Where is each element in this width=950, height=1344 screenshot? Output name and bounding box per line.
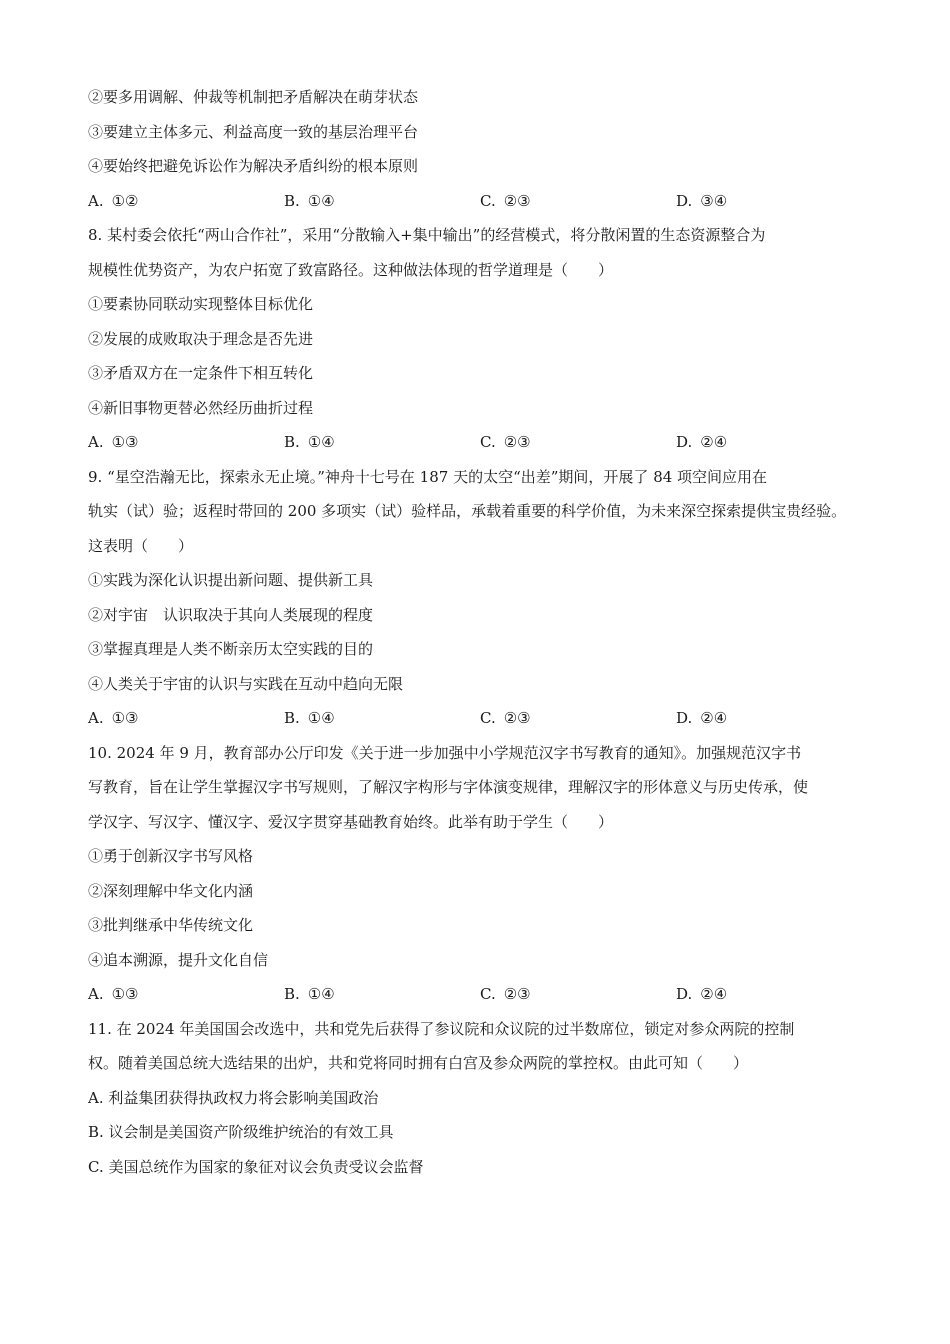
q9-option-3: ③掌握真理是人类不断亲历太空实践的目的	[88, 640, 374, 658]
q8-choice-c: C. ②③	[480, 433, 531, 451]
q7-option-4: ④要始终把避免诉讼作为解决矛盾纠纷的根本原则	[88, 157, 419, 175]
q9-answer-choices	[88, 701, 878, 736]
q9-stem-line3: 这表明（ ）	[88, 536, 194, 555]
q9-choice-b: B. ①④	[284, 709, 335, 727]
q7-choice-c: C. ②③	[480, 191, 531, 210]
q8-stem-line1: 8. 某村委会依托“两山合作社”，采用“分散输入+集中输出”的经营模式，将分散闲置的生态资源整合为	[88, 226, 766, 244]
q11-stem-line1: 11. 在 2024 年美国国会改选中，共和党先后获得了参议院和众议院的过半数席位，锁定对参众两院的控制	[88, 1019, 795, 1038]
q7-choice-b: B. ①④	[284, 191, 335, 210]
q9-stem-line2: 轨实（试）验；返程时带回的 200 多项实（试）验样品，承载着重要的科学价值，为未来深空探索提供宝贵经验。	[88, 502, 847, 520]
q9-option-4: ④人类关于宇宙的认识与实践在互动中趋向无限	[88, 674, 404, 693]
q8-option-1: ①要素协同联动实现整体目标优化	[88, 295, 314, 313]
q8-option-3: ③矛盾双方在一定条件下相互转化	[88, 364, 314, 382]
q8-choice-a: A. ①③	[88, 433, 139, 451]
q8-choice-b: B. ①④	[284, 433, 335, 451]
q11-option-c: C. 美国总统作为国家的象征对议会负责受议会监督	[88, 1157, 424, 1176]
q8-choice-d: D. ②④	[676, 433, 728, 451]
q10-stem-line3: 学汉字、写汉字、懂汉字、爱汉字贯穿基础教育始终。此举有助于学生（ ）	[88, 812, 614, 831]
q10-stem-line2: 写教育，旨在让学生掌握汉字书写规则，了解汉字构形与字体演变规律，理解汉字的形体意义与历史传承，使	[88, 778, 809, 796]
q10-option-1: ①勇于创新汉字书写风格	[88, 847, 254, 865]
q7-answer-choices	[88, 184, 878, 219]
q10-option-4: ④追本溯源，提升文化自信	[88, 950, 269, 969]
q10-choice-d: D. ②④	[676, 985, 728, 1003]
q10-choice-c: C. ②③	[480, 985, 531, 1003]
q10-stem-line1: 10. 2024 年 9 月，教育部办公厅印发《关于进一步加强中小学规范汉字书写教育的通知》。加强规范汉字书	[88, 743, 802, 762]
q11-option-a: A. 利益集团获得执政权力将会影响美国政治	[88, 1088, 379, 1107]
q10-choice-a: A. ①③	[88, 985, 139, 1003]
q10-option-3: ③批判继承中华传统文化	[88, 916, 254, 934]
q9-choice-c: C. ②③	[480, 709, 531, 727]
q9-option-1: ①实践为深化认识提出新问题、提供新工具	[88, 571, 374, 589]
q8-option-2: ②发展的成败取决于理念是否先进	[88, 329, 314, 348]
q8-answer-choices	[88, 425, 878, 460]
q9-choice-d: D. ②④	[676, 709, 728, 727]
q9-option-2: ②对宇宙 认识取决于其向人类展现的程度	[88, 605, 374, 624]
q10-option-2: ②深刻理解中华文化内涵	[88, 881, 254, 900]
q10-choice-b: B. ①④	[284, 985, 335, 1003]
q7-choice-a: A. ①②	[88, 191, 139, 210]
q7-choice-d: D. ③④	[676, 191, 728, 210]
q8-option-4: ④新旧事物更替必然经历曲折过程	[88, 398, 314, 417]
q11-stem-line2: 权。随着美国总统大选结果的出炉，共和党将同时拥有白宫及参众两院的掌控权。由此可知（ ）	[88, 1054, 749, 1072]
q7-option-3: ③要建立主体多元、利益高度一致的基层治理平台	[88, 122, 419, 141]
q11-option-b: B. 议会制是美国资产阶级维护统治的有效工具	[88, 1123, 394, 1141]
q9-choice-a: A. ①③	[88, 709, 139, 727]
exam-page	[88, 80, 878, 1184]
q10-answer-choices	[88, 977, 878, 1012]
q9-stem-line1: 9. “星空浩瀚无比，探索永无止境。”神舟十七号在 187 天的太空“出差”期间，开展了 84 项空间应用在	[88, 467, 768, 486]
q8-stem-line2: 规模性优势资产，为农户拓宽了致富路径。这种做法体现的哲学道理是（ ）	[88, 260, 614, 279]
q7-option-2: ②要多用调解、仲裁等机制把矛盾解决在萌芽状态	[88, 88, 419, 106]
